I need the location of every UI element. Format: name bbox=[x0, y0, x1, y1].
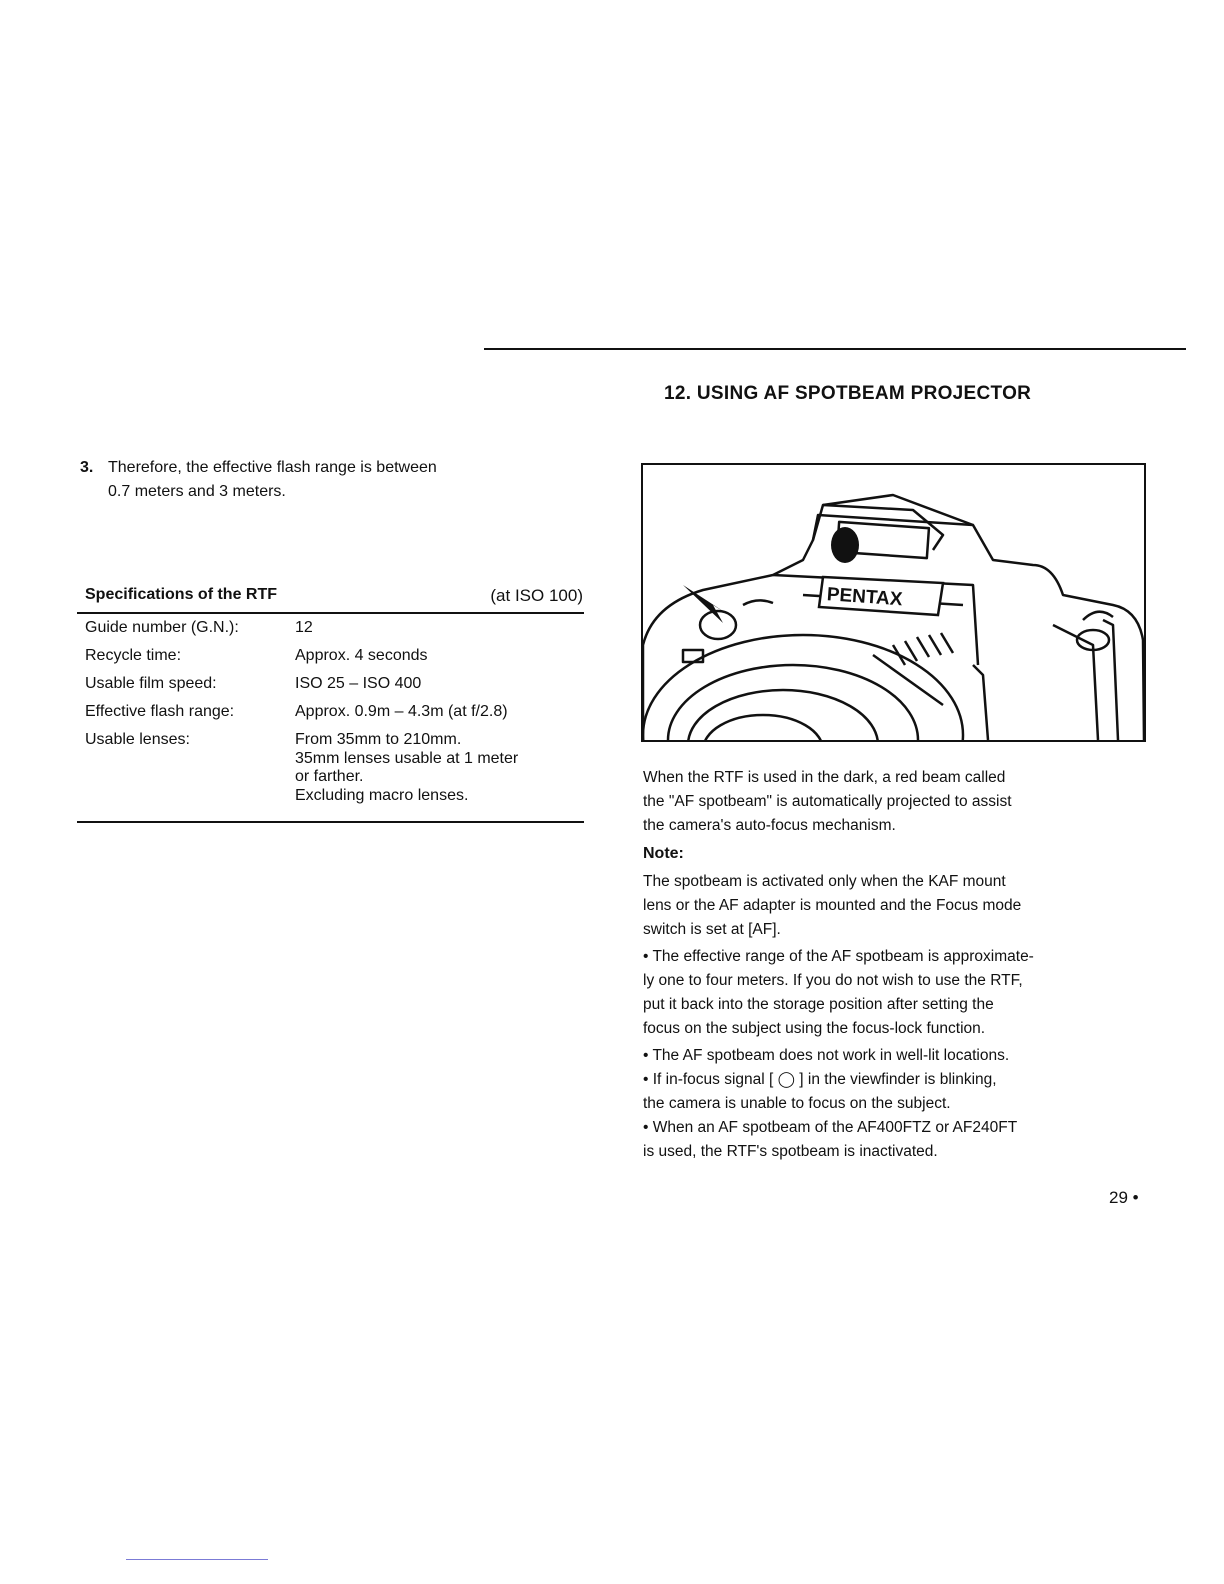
step-line-2: 0.7 meters and 3 meters. bbox=[108, 483, 286, 500]
spec-value: 12 bbox=[295, 619, 313, 636]
note-line: the camera is unable to focus on the subject. bbox=[643, 1095, 951, 1112]
scan-artifact-line bbox=[126, 1559, 268, 1560]
specs-bottom-rule bbox=[77, 821, 584, 823]
camera-illustration bbox=[641, 463, 1146, 742]
spec-row bbox=[85, 614, 585, 642]
spec-row bbox=[85, 726, 585, 810]
spec-label: Effective flash range: bbox=[85, 703, 235, 720]
photo-caption bbox=[643, 766, 1143, 838]
caption-line: When the RTF is used in the dark, a red beam called bbox=[643, 769, 1006, 786]
spec-label: Usable film speed: bbox=[85, 675, 217, 692]
caption-line: the camera's auto-focus mechanism. bbox=[643, 817, 896, 834]
note-line: switch is set at [AF]. bbox=[643, 921, 781, 938]
step-line-1: Therefore, the effective flash range is between bbox=[108, 459, 437, 476]
spec-value: Approx. 0.9m – 4.3m (at f/2.8) bbox=[295, 703, 508, 720]
specs-iso-note: (at ISO 100) bbox=[490, 586, 583, 605]
specs-table bbox=[85, 614, 585, 810]
note-line: • The AF spotbeam does not work in well-lit locations. bbox=[643, 1047, 1010, 1064]
specs-title: Specifications of the RTF bbox=[85, 586, 278, 603]
note-line: • When an AF spotbeam of the AF400FTZ or AF240FT bbox=[643, 1119, 1018, 1136]
note-body bbox=[643, 870, 1148, 1164]
note-line: • If in-focus signal [ ◯ ] in the viewfinder is blinking, bbox=[643, 1071, 997, 1088]
spec-value: Approx. 4 seconds bbox=[295, 647, 428, 664]
page-number: 29 • bbox=[1109, 1188, 1139, 1207]
spec-row bbox=[85, 642, 585, 670]
spec-label: Guide number (G.N.): bbox=[85, 619, 239, 636]
spec-row bbox=[85, 670, 585, 698]
spec-label: Usable lenses: bbox=[85, 731, 190, 748]
note-line: put it back into the storage position after setting the bbox=[643, 996, 994, 1013]
note-label: Note: bbox=[643, 845, 684, 862]
step-number: 3. bbox=[80, 459, 94, 476]
note-line: lens or the AF adapter is mounted and the Focus mode bbox=[643, 897, 1022, 914]
step-3 bbox=[80, 456, 437, 504]
note-line: ly one to four meters. If you do not wish to use the RTF, bbox=[643, 972, 1023, 989]
spec-value: ISO 25 – ISO 400 bbox=[295, 675, 422, 692]
spec-row bbox=[85, 698, 585, 726]
section-heading: 12. USING AF SPOTBEAM PROJECTOR bbox=[664, 383, 1032, 404]
header-rule bbox=[484, 348, 1186, 350]
specs-header bbox=[85, 586, 583, 604]
note-line: The spotbeam is activated only when the KAF mount bbox=[643, 873, 1006, 890]
note-line: • The effective range of the AF spotbeam is approximate- bbox=[643, 948, 1034, 965]
pentax-brand: PENTAX bbox=[826, 584, 904, 611]
spec-value-line: Excluding macro lenses. bbox=[295, 787, 469, 804]
caption-line: the "AF spotbeam" is automatically projected to assist bbox=[643, 793, 1012, 810]
camera-drawing bbox=[643, 465, 1144, 740]
spec-value-line: 35mm lenses usable at 1 meter bbox=[295, 750, 519, 767]
spec-value-line: From 35mm to 210mm. bbox=[295, 731, 462, 748]
spec-label: Recycle time: bbox=[85, 647, 182, 664]
spec-value-line: or farther. bbox=[295, 768, 364, 785]
spec-value-multiline bbox=[295, 726, 585, 810]
note-line: focus on the subject using the focus-lock function. bbox=[643, 1020, 986, 1037]
note-line: is used, the RTF's spotbeam is inactivated. bbox=[643, 1143, 938, 1160]
